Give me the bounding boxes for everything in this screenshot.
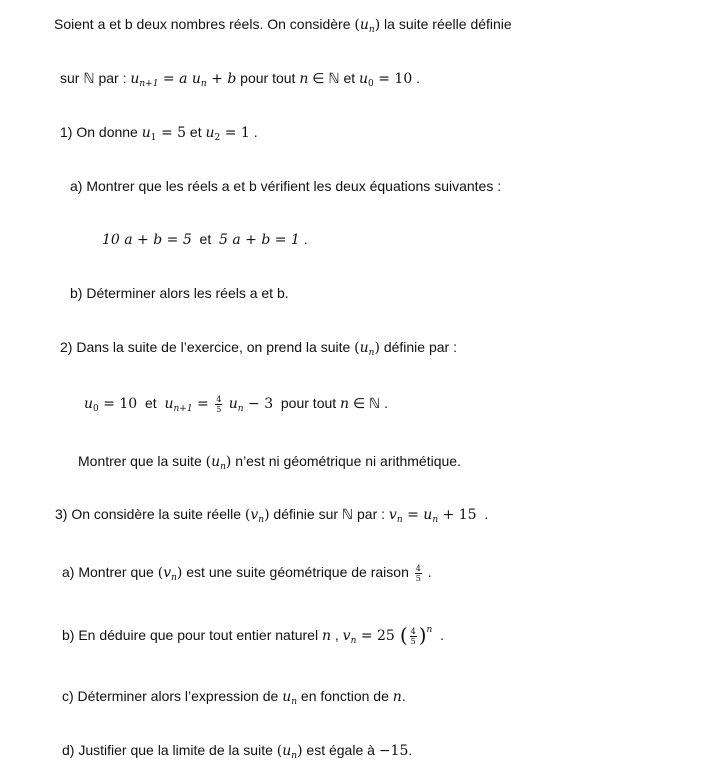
paren: ) — [374, 340, 380, 356]
math-sub: n+1 — [139, 79, 159, 89]
math-sub: n — [368, 348, 375, 358]
paren: ) — [176, 565, 183, 581]
math-sub: n — [171, 573, 177, 583]
math-var: u — [130, 71, 140, 87]
math-var: u — [359, 340, 369, 356]
math-expr: 10 a + b = 5 — [102, 232, 192, 248]
math-sub: n — [396, 515, 403, 525]
text: est une suite géométrique de raison — [182, 564, 413, 580]
math-var: v — [388, 507, 397, 523]
math-sub: 0 — [368, 79, 374, 89]
math-sub: n — [237, 404, 244, 414]
text: Soient a et b deux nombres réels. On considère — [54, 16, 355, 32]
math-sub: 0 — [93, 404, 99, 414]
math-var: v — [250, 507, 259, 523]
paren: ( — [354, 17, 360, 33]
math-var: u — [359, 71, 369, 87]
q3-c — [62, 686, 406, 707]
math-var: n — [321, 628, 331, 644]
math-var: n — [392, 689, 402, 705]
math-var: u — [282, 743, 292, 759]
q1-header — [60, 122, 258, 143]
text: b) En déduire que pour tout entier naturel — [62, 627, 322, 643]
paren: ( — [205, 454, 212, 470]
math-sub: n — [350, 636, 357, 646]
math-expr: − 3 — [243, 396, 274, 412]
text: d) Justifier que la limite de la suite — [62, 742, 277, 758]
math-var: v — [342, 628, 351, 644]
math-var: v — [163, 565, 172, 581]
text: en fonction de — [297, 688, 393, 704]
math-sub: n — [432, 515, 439, 525]
text: . — [476, 506, 489, 522]
text: a) Montrer que les réels a et b vérifient les deux équations suivantes : — [70, 178, 502, 194]
q1-b — [70, 283, 289, 303]
denominator: 5 — [410, 636, 416, 646]
text: . — [299, 231, 308, 247]
intro-line-2 — [60, 68, 420, 89]
text: 2) Dans la suite de l’exercice, on prend la suite — [60, 339, 355, 355]
math-var: u — [282, 689, 292, 705]
text: . — [423, 564, 432, 580]
math-expr: + 15 — [438, 507, 477, 523]
math-sub: n — [291, 751, 298, 761]
fraction — [215, 395, 222, 414]
math-var: u — [359, 17, 369, 33]
text: . — [249, 124, 258, 140]
paren: ) — [374, 17, 381, 33]
math-sub: n+1 — [173, 404, 193, 414]
paren: ) — [225, 454, 232, 470]
text: définie par : — [379, 339, 457, 355]
math-exponent: n — [426, 625, 433, 635]
math-var: u — [423, 507, 433, 523]
paren: ( — [244, 507, 251, 523]
math-var: u — [84, 396, 94, 412]
text: et — [137, 395, 165, 411]
math-expr: = a u — [158, 71, 201, 87]
text: n’est ni géométrique ni arithmétique. — [231, 453, 461, 469]
math-expr: = 10 — [373, 71, 413, 87]
text: . — [408, 742, 413, 758]
math-expr: = 5 — [156, 125, 187, 141]
paren: ) — [297, 743, 303, 759]
math-expr: = 25 — [356, 628, 395, 644]
text: pour tout — [236, 70, 300, 86]
intro-line-1 — [54, 14, 512, 35]
math-expr: = — [192, 396, 214, 412]
paren: ) — [418, 623, 427, 647]
text: b) Déterminer alors les réels a et b. — [70, 285, 289, 301]
math-sub: 1 — [150, 133, 157, 143]
text: ∈ ℕ . — [349, 395, 389, 411]
text: Montrer que la suite — [78, 453, 206, 469]
math-var: u — [211, 454, 221, 470]
math-sub: n — [258, 515, 265, 525]
math-expr: + b — [206, 71, 237, 87]
text: , — [330, 627, 343, 643]
fraction — [410, 627, 417, 646]
q3-d — [62, 740, 412, 761]
text: . — [412, 70, 421, 86]
q1-a — [70, 176, 501, 196]
text: est égale à — [302, 742, 379, 758]
text: 1) On donne — [60, 124, 142, 140]
text: a) Montrer que — [62, 564, 158, 580]
math-expr: −15 — [378, 743, 409, 759]
math-expr: = — [402, 507, 424, 523]
fraction — [415, 564, 422, 583]
text: 3) On considère la suite réelle — [55, 506, 245, 522]
q2-show — [78, 451, 461, 472]
q3-header — [55, 504, 488, 525]
q2-definition — [84, 393, 388, 414]
q3-b — [62, 625, 444, 646]
math-sub: 2 — [214, 133, 221, 143]
text: et — [186, 124, 206, 140]
math-var: u — [205, 125, 215, 141]
numerator: 4 — [415, 563, 421, 573]
text: . — [432, 627, 445, 643]
math-var: n — [340, 396, 350, 412]
math-expr: = 10 — [98, 396, 138, 412]
paren: ( — [399, 623, 408, 647]
math-var: u — [164, 396, 174, 412]
numerator: 4 — [216, 394, 222, 404]
paren: ( — [276, 743, 283, 759]
text: . — [401, 688, 406, 704]
math-sub: n — [220, 462, 226, 472]
paren: ( — [354, 340, 360, 356]
math-var: u — [141, 125, 151, 141]
text: la suite réelle définie — [380, 16, 512, 32]
math-sub: n — [368, 25, 375, 35]
q3-a — [62, 562, 432, 583]
numerator: 4 — [410, 626, 416, 636]
math-var: n — [299, 71, 309, 87]
text: et — [191, 231, 219, 247]
denominator: 5 — [216, 404, 222, 414]
text: sur ℕ par : — [60, 70, 131, 86]
math-var: u — [224, 396, 238, 412]
q1-equations — [102, 229, 308, 250]
math-expr: = 1 — [220, 125, 250, 141]
paren: ( — [157, 565, 164, 581]
text: ∈ ℕ et — [308, 70, 360, 86]
q2-header — [60, 337, 457, 358]
denominator: 5 — [415, 573, 421, 583]
text: pour tout — [273, 395, 341, 411]
text: c) Déterminer alors l’expression de — [62, 688, 283, 704]
math-sub: n — [200, 79, 207, 89]
text: définie sur ℕ par : — [269, 506, 389, 522]
math-expr: 5 a + b = 1 — [218, 232, 300, 248]
paren: ) — [264, 507, 270, 523]
math-sub: n — [291, 697, 298, 707]
